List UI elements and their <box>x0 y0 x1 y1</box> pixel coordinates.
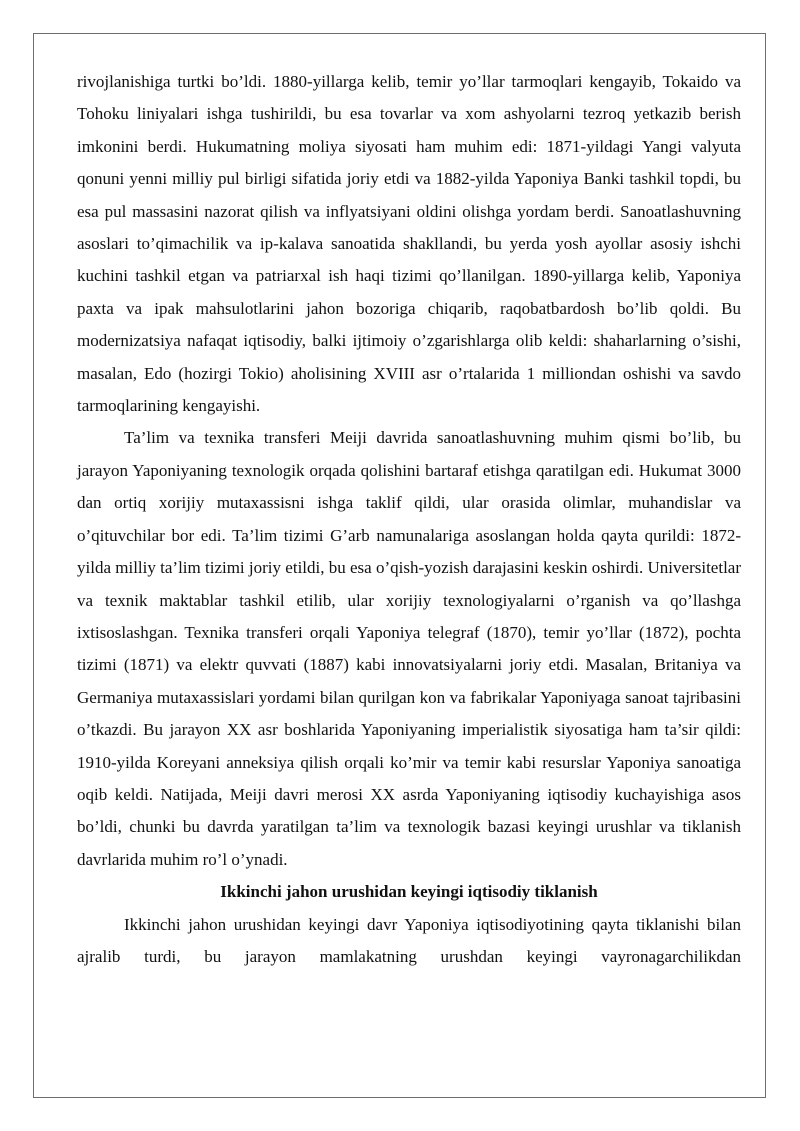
paragraph-meiji-economy: rivojlanishiga turtki bo’ldi. 1880-yillarga kelib, temir yo’llar tarmoqlari kengayib, Tokaido va Tohoku liniyalari ishga tushirildi, bu esa tovarlar va xom ashyolarni tezroq yetkazib berish imkonini berdi. Hukumatning moliya siyosati ham muhim edi: 1871-yildagi Yangi valyuta qonuni yenni milliy pul birligi sifatida joriy etdi va 1882-yilda Yaponiya Banki tashkil topdi, bu esa pul massasini nazorat qilish va inflyatsiyani oldini olishga yordam berdi. Sanoatlashuvning asoslari to’qimachilik va ip-kalava sanoatida shakllandi, bu yerda yosh ayollar asosiy ishchi kuchini tashkil etgan va patriarxal ish haqi tizimi qo’llanilgan. 1890-yillarga kelib, Yaponiya paxta va ipak mahsulotlarini jahon bozoriga chiqarib, raqobatbardosh bo’lib qoldi. Bu modernizatsiya nafaqat iqtisodiy, balki ijtimoiy o’zgarishlarga olib keldi: shaharlarning o’sishi, masalan, Edo (hozirgi Tokio) aholisining XVIII asr o’rtalarida 1 milliondan oshishi va savdo tarmoqlarining kengayishi. <box>77 72 741 416</box>
document-body <box>77 66 741 973</box>
paragraph-postwar-recovery: Ikkinchi jahon urushidan keyingi davr Yaponiya iqtisodiyotining qayta tiklanishi bilan ajralib turdi, bu jarayon mamlakatning urushdan keyingi vayronagarchilikdan <box>77 914 741 966</box>
section-heading: Ikkinchi jahon urushidan keyingi iqtisodiy tiklanish <box>220 882 598 902</box>
paragraph-education-technology: Ta’lim va texnika transferi Meiji davrida sanoatlashuvning muhim qismi bo’lib, bu jarayon Yaponiyaning texnologik orqada qolishini bartaraf etishga qaratilgan edi. Hukumat 3000 dan ortiq xorijiy mutaxassisni ishga taklif qildi, ular orasida olimlar, muhandislar va o’qituvchilar bor edi. Ta’lim tizimi G’arb namunalariga asoslangan holda qayta qurildi: 1872-yilda milliy ta’lim tizimi joriy etildi, bu esa o’qish-yozish darajasini keskin oshirdi. Universitetlar va texnik maktablar tashkil etilib, ular xorijiy texnologiyalarni o’rganish va qo’llashga ixtisoslashgan. Texnika transferi orqali Yaponiya telegraf (1870), temir yo’llar (1872), pochta tizimi (1871) va elektr quvvati (1887) kabi innovatsiyalarni joriy etdi. Masalan, Britaniya va Germaniya mutaxassislari yordami bilan qurilgan kon va fabrikalar Yaponiyaga sanoat tajribasini o’tkazdi. Bu jarayon XX asr boshlarida Yaponiyaning imperialistik siyosatiga ham ta’sir qildi: 1910-yilda Koreyani anneksiya qilish orqali ko’mir va temir kabi resurslar Yaponiya sanoatiga oqib keldi. Natijada, Meiji davri merosi XX asrda Yaponiyaning iqtisodiy kuchayishiga asos bo’ldi, chunki bu davrda yaratilgan ta’lim va texnologik bazasi keyingi urushlar va tiklanish davrlarida muhim ro’l o’ynadi. <box>77 428 741 869</box>
